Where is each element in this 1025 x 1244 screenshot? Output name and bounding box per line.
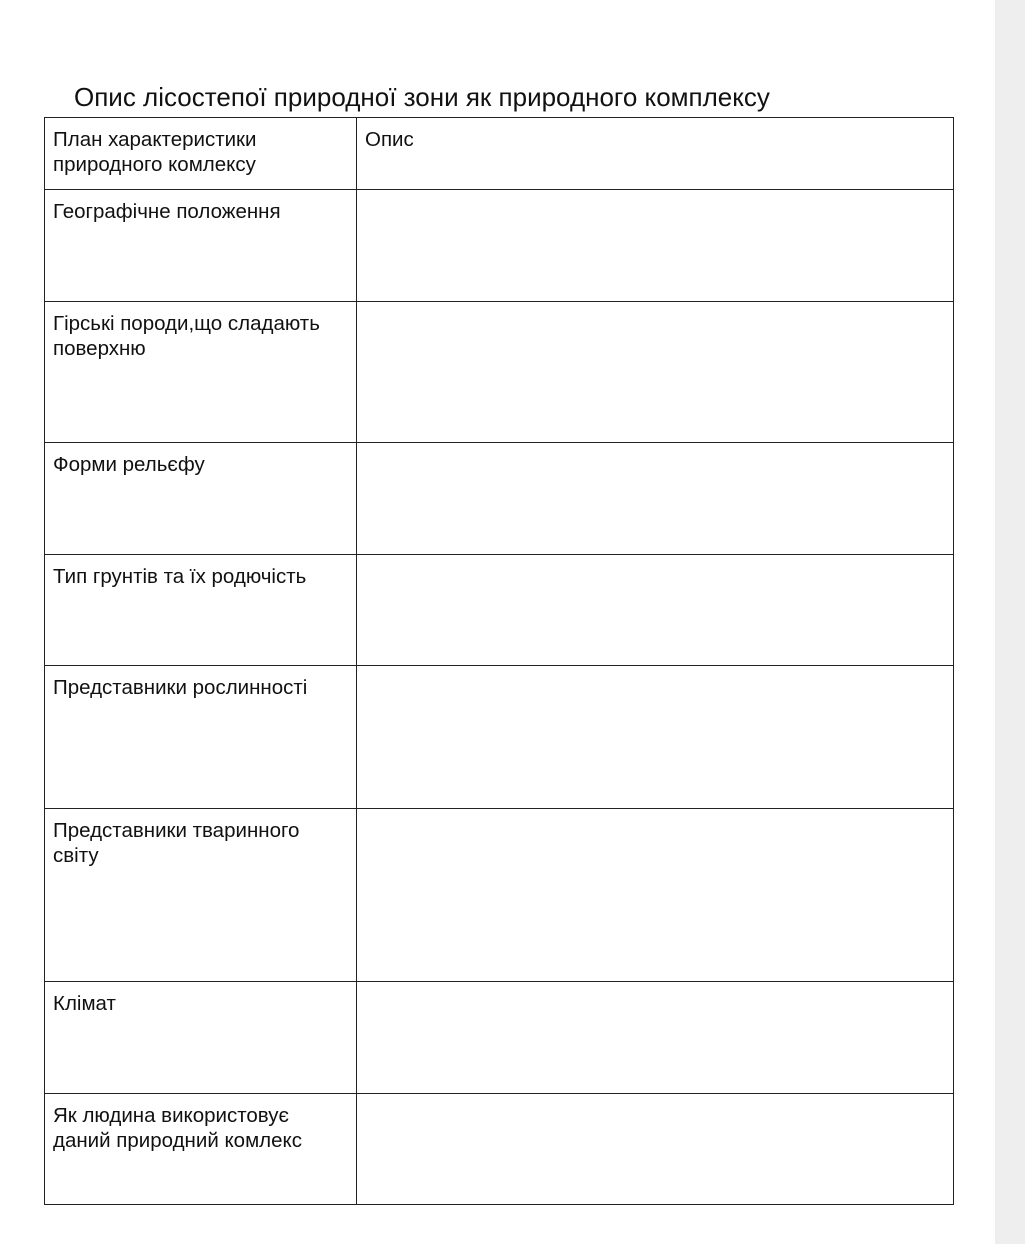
row-label-fauna: Представники тваринного світу bbox=[45, 809, 357, 982]
row-description-flora[interactable] bbox=[357, 666, 954, 809]
table-row bbox=[45, 982, 954, 1094]
row-label-climate: Клімат bbox=[45, 982, 357, 1094]
table-row bbox=[45, 302, 954, 443]
header-description-cell: Опис bbox=[357, 118, 954, 190]
row-description-geographic-position[interactable] bbox=[357, 190, 954, 302]
scrollbar-track[interactable] bbox=[995, 0, 1025, 1244]
characteristics-table bbox=[44, 117, 954, 1205]
row-description-fauna[interactable] bbox=[357, 809, 954, 982]
table-row bbox=[45, 443, 954, 555]
page-title: Опис лісостепої природної зони як природного комплексу bbox=[74, 82, 770, 112]
row-description-climate[interactable] bbox=[357, 982, 954, 1094]
row-label-relief: Форми рельєфу bbox=[45, 443, 357, 555]
row-label-geographic-position: Географічне положення bbox=[45, 190, 357, 302]
row-description-soils[interactable] bbox=[357, 555, 954, 666]
row-description-human-use[interactable] bbox=[357, 1094, 954, 1205]
row-description-rocks[interactable] bbox=[357, 302, 954, 443]
row-label-rocks: Гірські породи,що сладають поверхню bbox=[45, 302, 357, 443]
row-label-flora: Представники рослинності bbox=[45, 666, 357, 809]
table-row bbox=[45, 555, 954, 666]
row-label-human-use: Як людина використовує даний природний комлекс bbox=[45, 1094, 357, 1205]
table-row bbox=[45, 809, 954, 982]
row-label-soils: Тип грунтів та їх родючість bbox=[45, 555, 357, 666]
table-row bbox=[45, 1094, 954, 1205]
table-header-row bbox=[45, 118, 954, 190]
row-description-relief[interactable] bbox=[357, 443, 954, 555]
table-row bbox=[45, 190, 954, 302]
header-plan-cell: План характеристики природного комлексу bbox=[45, 118, 357, 190]
table-row bbox=[45, 666, 954, 809]
